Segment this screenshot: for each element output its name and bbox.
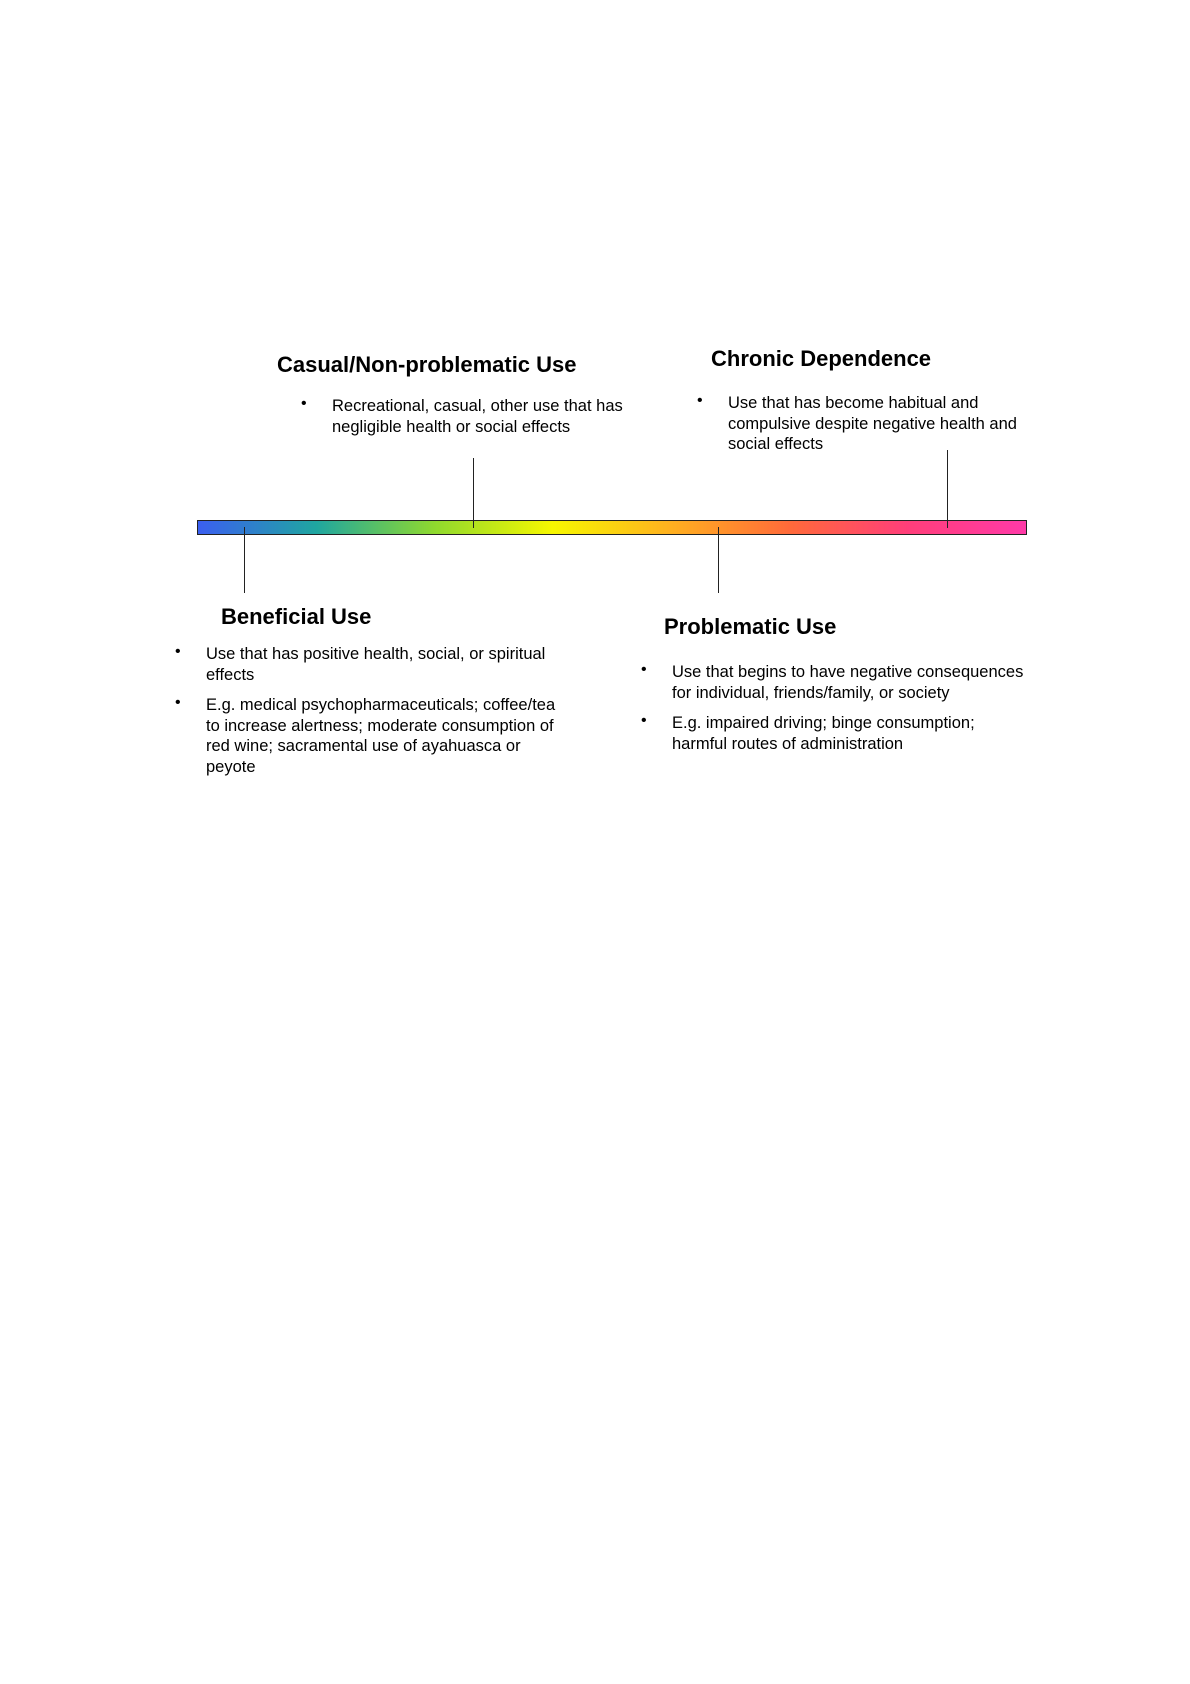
bullets-casual <box>301 395 632 447</box>
bullet-icon: • <box>641 712 647 729</box>
bullet-text: Use that has positive health, social, or spiritual effects <box>206 645 546 684</box>
list-item <box>641 712 1032 754</box>
bullet-text: Recreational, casual, other use that has negligible health or social effects <box>332 397 623 436</box>
bullet-text: E.g. medical psychopharmaceuticals; coffee/tea to increase alertness; moderate consumption of red wine; sacramental use of ayahuasca or peyote <box>206 696 556 776</box>
bullets-chronic <box>697 392 1058 465</box>
bullets-problematic <box>641 661 1032 764</box>
bullet-icon: • <box>175 694 181 711</box>
list-item <box>697 392 1058 455</box>
tick-casual <box>473 458 474 528</box>
list-item <box>641 661 1032 703</box>
bullet-icon: • <box>641 661 647 678</box>
list-item <box>301 395 632 437</box>
bullet-text: Use that begins to have negative consequences for individual, friends/family, or society <box>672 663 1024 702</box>
spectrum-bar <box>197 520 1027 535</box>
bullets-beneficial <box>175 643 556 787</box>
bullet-text: Use that has become habitual and compulsive despite negative health and social effects <box>728 394 1017 453</box>
heading-casual: Casual/Non-problematic Use <box>277 352 577 377</box>
bullet-icon: • <box>175 643 181 660</box>
tick-problematic <box>718 527 719 593</box>
heading-beneficial: Beneficial Use <box>221 604 372 629</box>
tick-beneficial <box>244 527 245 593</box>
heading-problematic: Problematic Use <box>664 614 837 639</box>
list-item <box>175 643 556 685</box>
list-item <box>175 694 556 777</box>
heading-chronic: Chronic Dependence <box>711 346 932 371</box>
bullet-text: E.g. impaired driving; binge consumption; harmful routes of administration <box>672 714 975 753</box>
bullet-icon: • <box>697 392 703 409</box>
bullet-icon: • <box>301 395 307 412</box>
